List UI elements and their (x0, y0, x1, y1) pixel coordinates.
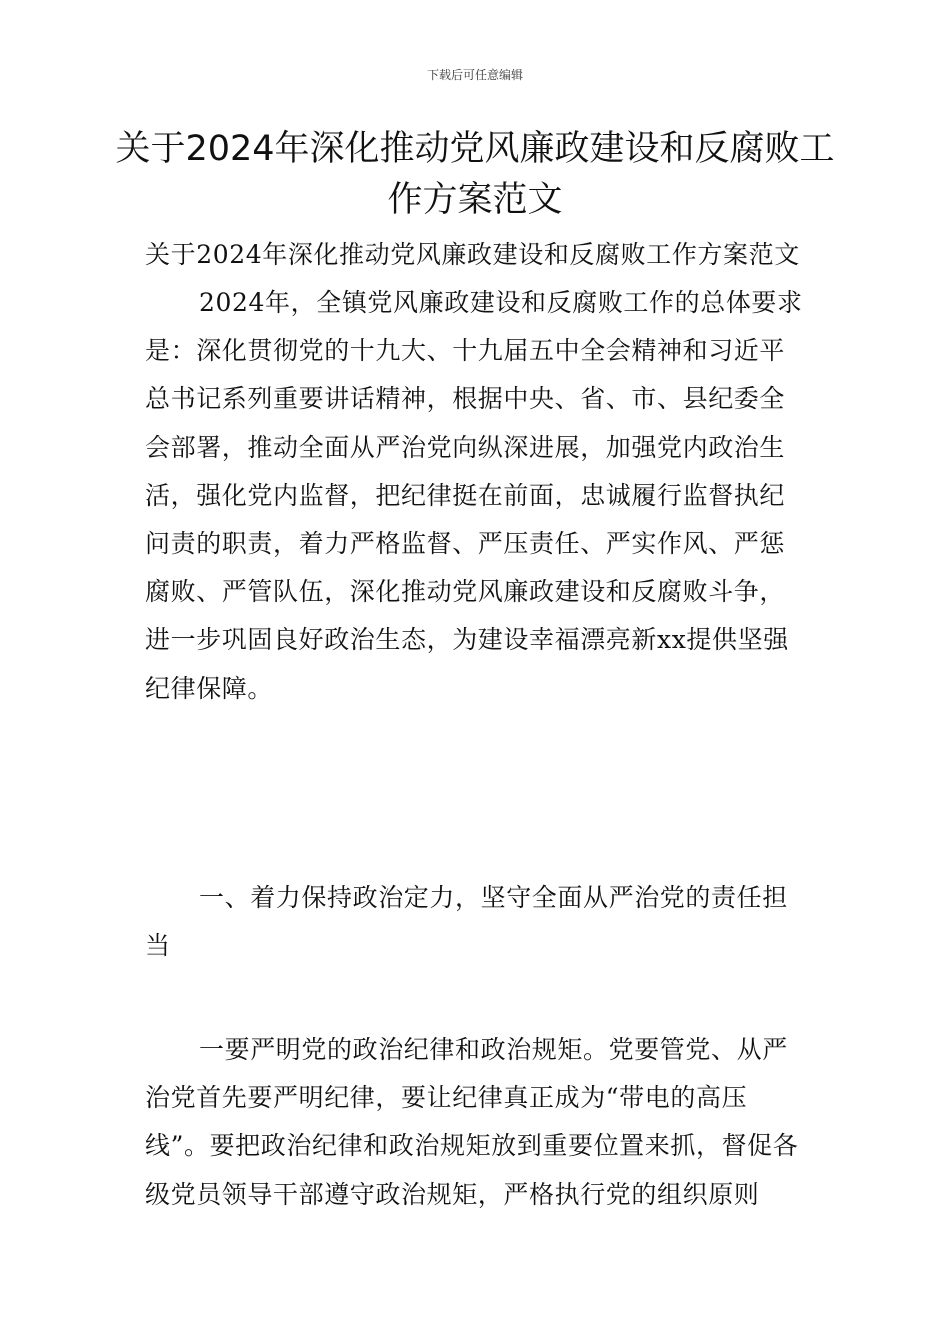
header-note: 下载后可任意编辑 (426, 68, 523, 82)
subtitle-line: 关于2024年深化推动党风廉政建设和反腐败工作方案范文 (145, 240, 800, 269)
paragraph-section-1: 一要严明党的政治纪律和政治规矩。党要管党、从严治党首先要严明纪律，要让纪律真正成为“带电的高压线”。要把政治纪律和政治规矩放到重要位置来抓，督促各级党员领导干部遵守政治规矩，严格执行党的组织原则 (145, 1035, 799, 1209)
section-heading-1: 一、着力保持政治定力，坚守全面从严治党的责任担当 (145, 883, 788, 961)
paragraph-intro: 2024年，全镇党风廉政建设和反腐败工作的总体要求是：深化贯彻党的十九大、十九届五中全会精神和习近平总书记系列重要讲话精神，根据中央、省、市、县纪委全会部署，推动全面从严治党向纵深进展，加强党内政治生活，强化党内监督，把纪律挺在前面，忠诚履行监督执纪问责的职责，着力严格监督、严压责任、严实作风、严惩腐败、严管队伍，深化推动党风廉政建设和反腐败斗争，进一步巩固良好政治生态，为建设幸福漂亮新xx提供坚强纪律保障。 (145, 288, 803, 703)
document-title: 关于2024年深化推动党风廉政建设和反腐败工作方案范文 (115, 129, 835, 220)
